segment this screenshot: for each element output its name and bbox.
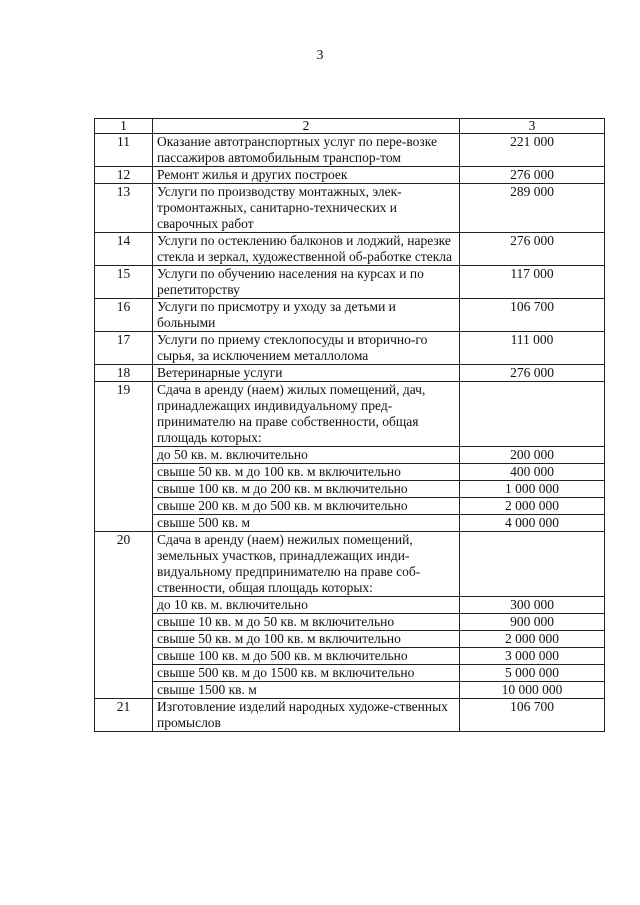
row-value: 106 700 [460,699,605,732]
table-row [95,515,605,532]
row-description: до 50 кв. м. включительно [153,447,460,464]
row-number [95,682,153,699]
row-description: Услуги по производству монтажных, элек-тромонтажных, санитарно-технических и сварочных работ [153,184,460,233]
table-row [95,665,605,682]
row-value [460,382,605,447]
row-description: свыше 50 кв. м до 100 кв. м включительно [153,631,460,648]
table-row [95,498,605,515]
row-description: свыше 100 кв. м до 200 кв. м включительно [153,481,460,498]
row-number: 18 [95,365,153,382]
row-value: 10 000 000 [460,682,605,699]
table-row [95,134,605,167]
row-value: 111 000 [460,332,605,365]
row-value: 276 000 [460,167,605,184]
row-description: свыше 1500 кв. м [153,682,460,699]
row-number: 21 [95,699,153,732]
table-row [95,167,605,184]
row-description: Сдача в аренду (наем) нежилых помещений, земельных участков, принадлежащих инди-видуальному предпринимателю на праве соб-ственности, общая площадь которых: [153,532,460,597]
row-number [95,515,153,532]
row-value: 106 700 [460,299,605,332]
row-number: 14 [95,233,153,266]
row-description: Ветеринарные услуги [153,365,460,382]
row-description: Услуги по остеклению балконов и лоджий, нарезке стекла и зеркал, художественной об-работке стекла [153,233,460,266]
row-value: 2 000 000 [460,631,605,648]
row-value: 276 000 [460,365,605,382]
table-row [95,614,605,631]
row-value: 400 000 [460,464,605,481]
row-number: 15 [95,266,153,299]
row-value: 300 000 [460,597,605,614]
table-row [95,365,605,382]
row-number [95,447,153,464]
row-description: свыше 500 кв. м [153,515,460,532]
row-number [95,597,153,614]
row-value: 900 000 [460,614,605,631]
row-description: свыше 50 кв. м до 100 кв. м включительно [153,464,460,481]
row-number [95,464,153,481]
row-number [95,481,153,498]
header-col-3: 3 [460,119,605,134]
row-number: 11 [95,134,153,167]
table-row [95,597,605,614]
table-row [95,233,605,266]
row-description: свыше 500 кв. м до 1500 кв. м включительно [153,665,460,682]
row-description: Ремонт жилья и других построек [153,167,460,184]
row-description: Сдача в аренду (наем) жилых помещений, дач, принадлежащих индивидуальному пред-принимателю на праве собственности, общая площадь которых: [153,382,460,447]
table-row [95,266,605,299]
row-description: Изготовление изделий народных художе-ственных промыслов [153,699,460,732]
table-row [95,464,605,481]
table-row [95,648,605,665]
row-description: свыше 10 кв. м до 50 кв. м включительно [153,614,460,631]
row-number: 17 [95,332,153,365]
table-row [95,699,605,732]
row-description: Услуги по обучению населения на курсах и по репетиторству [153,266,460,299]
row-value: 276 000 [460,233,605,266]
row-description: Оказание автотранспортных услуг по пере-возке пассажиров автомобильным транспор-том [153,134,460,167]
tariff-table [94,118,605,732]
row-number [95,498,153,515]
row-value: 3 000 000 [460,648,605,665]
row-value: 5 000 000 [460,665,605,682]
table-row [95,682,605,699]
row-description: свыше 200 кв. м до 500 кв. м включительно [153,498,460,515]
row-number: 13 [95,184,153,233]
row-number [95,648,153,665]
row-value: 221 000 [460,134,605,167]
header-row [95,119,605,134]
row-value: 1 000 000 [460,481,605,498]
header-col-1: 1 [95,119,153,134]
row-number [95,631,153,648]
row-number [95,665,153,682]
table-row [95,532,605,597]
row-value: 2 000 000 [460,498,605,515]
row-number [95,614,153,631]
row-description: до 10 кв. м. включительно [153,597,460,614]
table-row [95,382,605,447]
row-number: 19 [95,382,153,447]
row-description: Услуги по приему стеклопосуды и вторично-го сырья, за исключением металлолома [153,332,460,365]
row-number: 12 [95,167,153,184]
row-number: 16 [95,299,153,332]
row-description: Услуги по присмотру и уходу за детьми и больными [153,299,460,332]
row-description: свыше 100 кв. м до 500 кв. м включительно [153,648,460,665]
row-value: 117 000 [460,266,605,299]
table-row [95,447,605,464]
table-row [95,481,605,498]
table-row [95,184,605,233]
header-col-2: 2 [153,119,460,134]
table-row [95,332,605,365]
row-value [460,532,605,597]
table-row [95,299,605,332]
row-value: 4 000 000 [460,515,605,532]
row-number: 20 [95,532,153,597]
table-row [95,631,605,648]
page-number: 3 [316,48,324,63]
row-value: 200 000 [460,447,605,464]
row-value: 289 000 [460,184,605,233]
